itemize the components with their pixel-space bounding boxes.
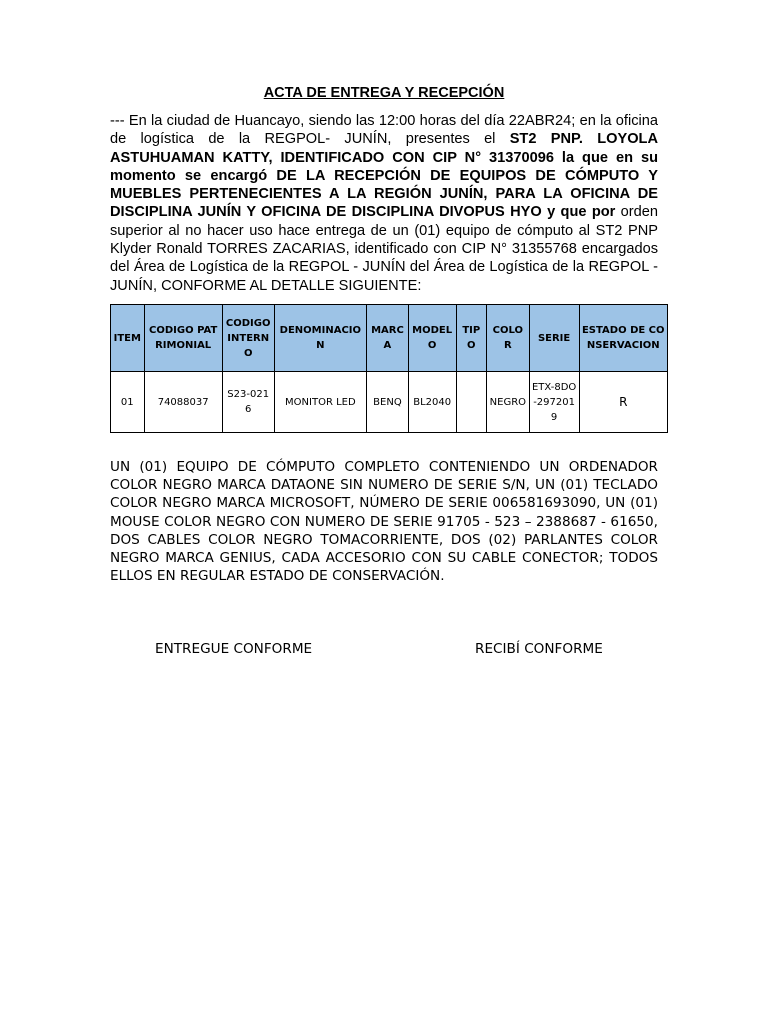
header-codigo-patrimonial: CODIGO PATRIMONIAL xyxy=(144,305,222,372)
cell-serie: ETX-8DO-2972019 xyxy=(529,372,579,433)
header-marca: MARCA xyxy=(367,305,409,372)
header-item: ITEM xyxy=(111,305,145,372)
cell-denominacion: MONITOR LED xyxy=(274,372,366,433)
intro-text-part2: orden superior al no hacer uso hace entrega de un (01) equipo de cómputo al ST2 PNP Klyder Ronald TORRES ZACARIAS, identificado con CIP N° 31355768 encargados del Área de Logística de la REGPOL - JUNÍN del Área de Logística de la REGPOL - JUNÍN, CONFORME AL DETALLE SIGUIENTE: xyxy=(110,204,658,294)
header-serie: SERIE xyxy=(529,305,579,372)
header-codigo-interno: CODIGO INTERNO xyxy=(222,305,274,372)
cell-modelo: BL2040 xyxy=(408,372,456,433)
document-title: ACTA DE ENTREGA Y RECEPCIÓN xyxy=(263,85,505,101)
cell-tipo xyxy=(456,372,486,433)
table-row xyxy=(111,372,668,433)
detail-table xyxy=(110,304,668,433)
cell-codigo-patrimonial: 74088037 xyxy=(144,372,222,433)
header-color: COLOR xyxy=(487,305,530,372)
cell-color: NEGRO xyxy=(487,372,530,433)
intro-text-part1: --- En la ciudad de Huancayo, siendo las 12:00 horas del día 22ABR24; en la oficina de logística de la REGPOL- JUNÍN, presentes el xyxy=(110,113,658,148)
table-header-row xyxy=(111,305,668,372)
header-denominacion: DENOMINACION xyxy=(274,305,366,372)
intro-bold-text: ST2 PNP. LOYOLA ASTUHUAMAN KATTY, IDENTIFICADO CON CIP N° 31370096 la que en su momento se encargó DE LA RECEPCIÓN DE EQUIPOS DE CÓMPUTO Y MUEBLES PERTENECIENTES A LA REGIÓN JUNÍN, PARA LA OFICINA DE DISCIPLINA JUNÍN Y OFICINA DE DISCIPLINA DIVOPUS HYO y que por xyxy=(110,131,658,221)
signature-right-label: RECIBÍ CONFORME xyxy=(475,641,603,657)
cell-codigo-interno: S23-0216 xyxy=(222,372,274,433)
intro-paragraph xyxy=(110,112,658,295)
signature-left-label: ENTREGUE CONFORME xyxy=(155,641,313,657)
header-modelo: MODELO xyxy=(408,305,456,372)
header-tipo: TIPO xyxy=(456,305,486,372)
header-estado: ESTADO DE CONSERVACION xyxy=(579,305,668,372)
cell-item: 01 xyxy=(111,372,145,433)
equipment-description: UN (01) EQUIPO DE CÓMPUTO COMPLETO CONTENIENDO UN ORDENADOR COLOR NEGRO MARCA DATAONE SIN NUMERO DE SERIE S/N, UN (01) TECLADO COLOR NEGRO MARCA MICROSOFT, NÚMERO DE SERIE 006581693090, UN (01) MOUSE COLOR NEGRO CON NUMERO DE SERIE 91705 - 523 – 2388687 - 61650, DOS CABLES COLOR NEGRO TOMACORRIENTE, DOS (02) PARLANTES COLOR NEGRO MARCA GENIUS, CADA ACCESORIO CON SU CABLE CONECTOR; TODOS ELLOS EN REGULAR ESTADO DE CONSERVACIÓN. xyxy=(110,459,658,585)
cell-estado: R xyxy=(579,372,668,433)
cell-marca: BENQ xyxy=(367,372,409,433)
